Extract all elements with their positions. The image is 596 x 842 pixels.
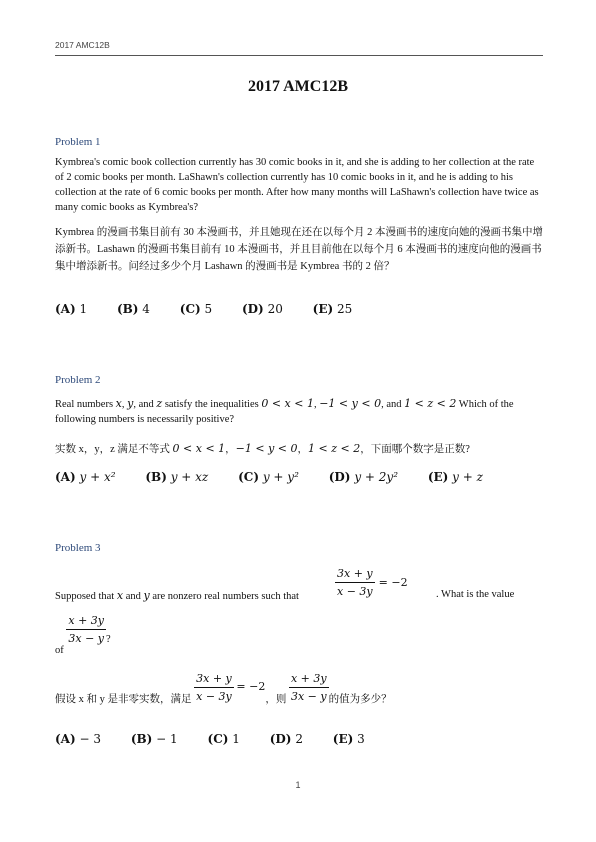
- choice-b: (B) y + xz: [145, 470, 209, 484]
- fraction-1: $\frac{3x + y}{x - 3y}$: [337, 567, 373, 598]
- inequality-1: 0 < x < 1: [261, 397, 314, 410]
- choice-c: (C) 1: [207, 732, 240, 746]
- choice-b: (B) − 1: [130, 732, 178, 746]
- problem-3-heading: Problem 3: [55, 542, 101, 554]
- choice-e: (E) 3: [332, 732, 365, 746]
- problem-3-english-a: Supposed that x and y are nonzero real numbers such that: [55, 589, 299, 602]
- problem-1-chinese: Kymbrea 的漫画书集目前有 30 本漫画书，并且她现在还在以每个月 2 本漫画书的速度向她的漫画书集中增添新书。Lashawn 的漫画书集目前有 10 本漫画书，并且目前他在以每个月 6 本漫画书的速度向他的漫画书集中增添新书。问经过多少个月 Lashawn 的漫画书是 Kymbrea 书的 2 倍？: [55, 227, 543, 272]
- problem-1-choices: [55, 302, 378, 316]
- equation-1: $\frac{3x + y}{x - 3y}$ = −2: [337, 567, 408, 598]
- problem-3-english-b: . What is the value: [436, 589, 515, 600]
- problem-1-heading: Problem 1: [55, 136, 101, 148]
- choice-c: (C) 5: [179, 302, 213, 316]
- running-header: 2017 AMC12B: [55, 40, 543, 56]
- fraction-2: $\frac{x + 3y}{3x - y}$: [68, 614, 105, 645]
- problem-2-heading: Problem 2: [55, 374, 101, 386]
- problem-2-chinese: 实数 x，y，z 满足不等式 0 < x < 1，−1 < y < 0，1 < z < 2，下面哪个数字是正数?: [55, 442, 470, 455]
- page-title: 2017 AMC12B: [248, 78, 348, 95]
- choice-e: (E) 25: [312, 302, 353, 316]
- problem-3-english-c: of $\frac{x + 3y}{3x - y}$ ?: [55, 614, 111, 656]
- problem-2-english: Real numbers x, y, and z satisfy the inequalities 0 < x < 1, −1 < y < 0, and 1 < z < 2 Which of the following numbers is necessarily positive?: [55, 397, 514, 425]
- choice-e: (E) y + z: [427, 470, 483, 484]
- choice-d: (D) 20: [241, 302, 283, 316]
- problem-2-choices: [55, 470, 509, 484]
- page-number: 1: [295, 780, 301, 790]
- problem-3-chinese: 假设 x 和 y 是非零实数，满足 $\frac{3x + y}{x - 3y}$ = −2，则 $\frac{x + 3y}{3x - y}$ 的值为多少？: [55, 672, 392, 705]
- choice-a: (A) y + x²: [55, 470, 116, 484]
- problem-3-choices: [55, 732, 391, 746]
- choice-c: (C) y + y²: [238, 470, 299, 484]
- problem-1-english: Kymbrea's comic book collection currently has 30 comic books in it, and she is adding to her collection at the rate of 2 comic books per month. LaShawn's collection currently has 10 comic books in it, and he is adding to his collection at the rate of 6 comic books per month. After how many months will LaShawn's collection have twice as many comic books as Kymbrea's?: [55, 157, 539, 213]
- choice-b: (B) 4: [116, 302, 150, 316]
- choice-a: (A) 1: [55, 302, 88, 316]
- inequality-2: −1 < y < 0: [319, 397, 382, 410]
- inequality-3: 1 < z < 2: [404, 397, 457, 410]
- choice-d: (D) 2: [269, 732, 303, 746]
- choice-d: (D) y + 2y²: [328, 470, 398, 484]
- choice-a: (A) − 3: [55, 732, 102, 746]
